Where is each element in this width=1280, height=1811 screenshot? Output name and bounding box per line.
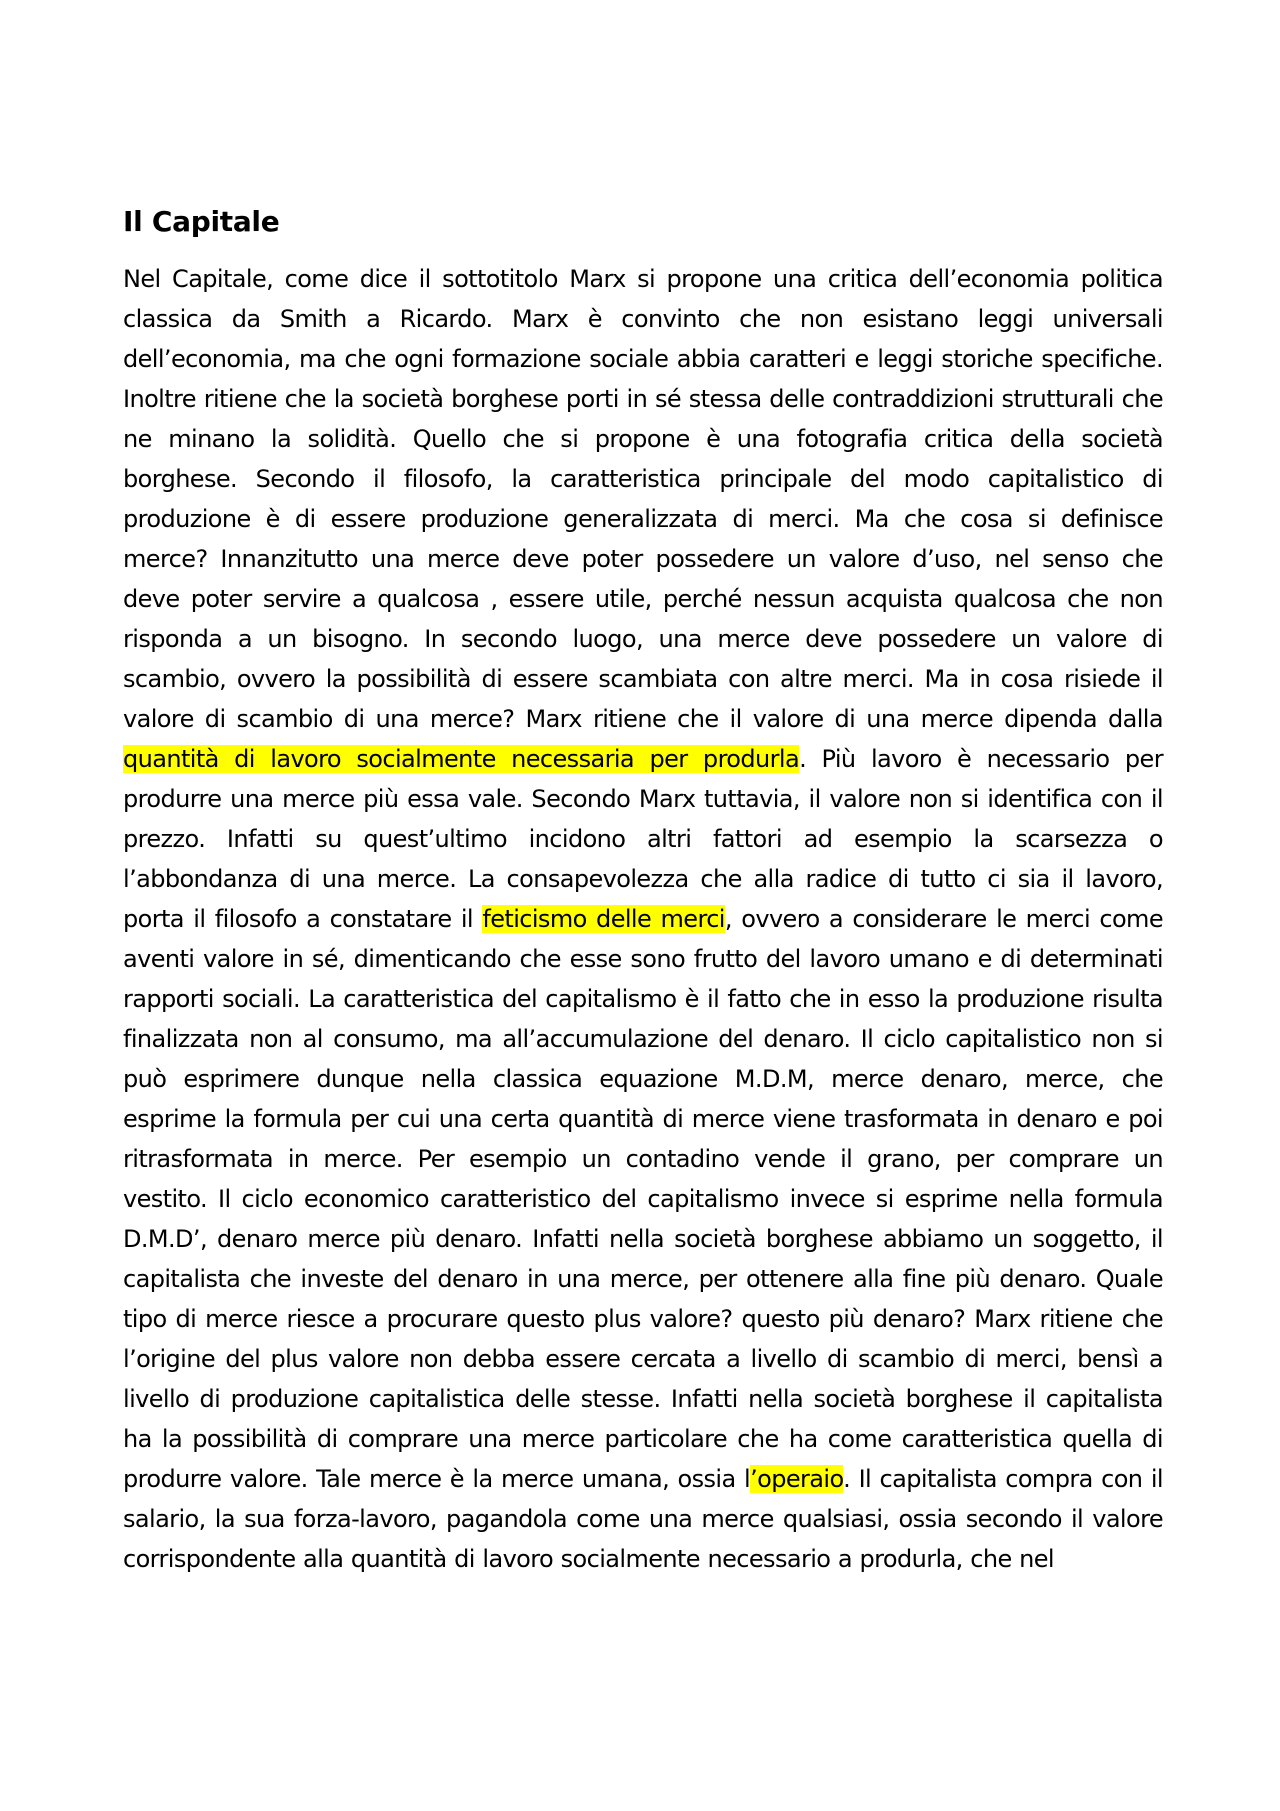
body-text: Nel Capitale, come dice il sottotitolo Marx si propone una critica dell’economia politica classica da Smith a Ricardo. Marx è convinto che non esistano leggi universali dell’economia, ma che ogni formazione sociale abbia caratteri e leggi storiche specifiche. Inoltre ritiene che la società borghese porti in sé stessa delle contraddizioni strutturali che ne minano la solidità. Quello che si propone è una fotografia critica della società borghese. Secondo il filosofo, la caratteristica principale del modo capitalistico di produzione è di essere produzione generalizzata di merci. Ma che cosa si definisce merce? Innanzitutto una merce deve poter possedere un valore d’uso, nel senso che deve poter servire a qualcosa , essere utile, perché nessun acquista qualcosa che non risponda a un bisogno. In secondo luogo, una merce deve possedere un valore di scambio, ovvero la possibilità di essere scambiata con altre merci. Ma in cosa risiede il valore di scambio di una merce? Marx ritiene che il valore di una merce dipenda dalla bbox=[123, 265, 1163, 733]
document-content bbox=[123, 204, 1163, 1579]
body-paragraph bbox=[123, 259, 1163, 1579]
document-title: Il Capitale bbox=[123, 205, 280, 238]
body-text: . Più lavoro è necessario per produrre una merce più essa vale. Secondo Marx tuttavia, il valore non si identifica con il prezzo. Infatti su quest’ultimo incidono altri fattori ad esempio la scarsezza o l’abbondanza di una merce. La consapevolezza che alla radice di tutto ci sia il lavoro, porta il filosofo a constatare il bbox=[123, 745, 1163, 933]
body-text: . Il capitalista compra con il salario, la sua forza-lavoro, pagandola come una merce qualsiasi, ossia secondo il valore corrispondente alla quantità di lavoro socialmente necessario a produrla, che nel bbox=[123, 1465, 1163, 1573]
highlight-commodity-fetishism: feticismo delle merci bbox=[482, 905, 725, 933]
highlight-worker: ’operaio bbox=[750, 1465, 844, 1493]
highlight-socially-necessary-labour: quantità di lavoro socialmente necessaria per produrla bbox=[123, 745, 800, 773]
body-text: , ovvero a considerare le merci come aventi valore in sé, dimenticando che esse sono frutto del lavoro umano e di determinati rapporti sociali. La caratteristica del capitalismo è il fatto che in esso la produzione risulta finalizzata non al consumo, ma all’accumulazione del denaro. Il ciclo capitalistico non si può esprimere dunque nella classica equazione M.D.M, merce denaro, merce, che esprime la formula per cui una certa quantità di merce viene trasformata in denaro e poi ritrasformata in merce. Per esempio un contadino vende il grano, per comprare un vestito. Il ciclo economico caratteristico del capitalismo invece si esprime nella formula D.M.D’, denaro merce più denaro. Infatti nella società borghese abbiamo un soggetto, il capitalista che investe del denaro in una merce, per ottenere alla fine più denaro. Quale tipo di merce riesce a procurare questo plus valore? questo più denaro? Marx ritiene che l’origine del plus valore non debba essere cercata a livello di scambio di merci, bensì a livello di produzione capitalistica delle stesse. Infatti nella società borghese il capitalista ha la possibilità di comprare una merce particolare che ha come caratteristica quella di produrre valore. Tale merce è la merce umana, ossia l bbox=[123, 905, 1163, 1493]
